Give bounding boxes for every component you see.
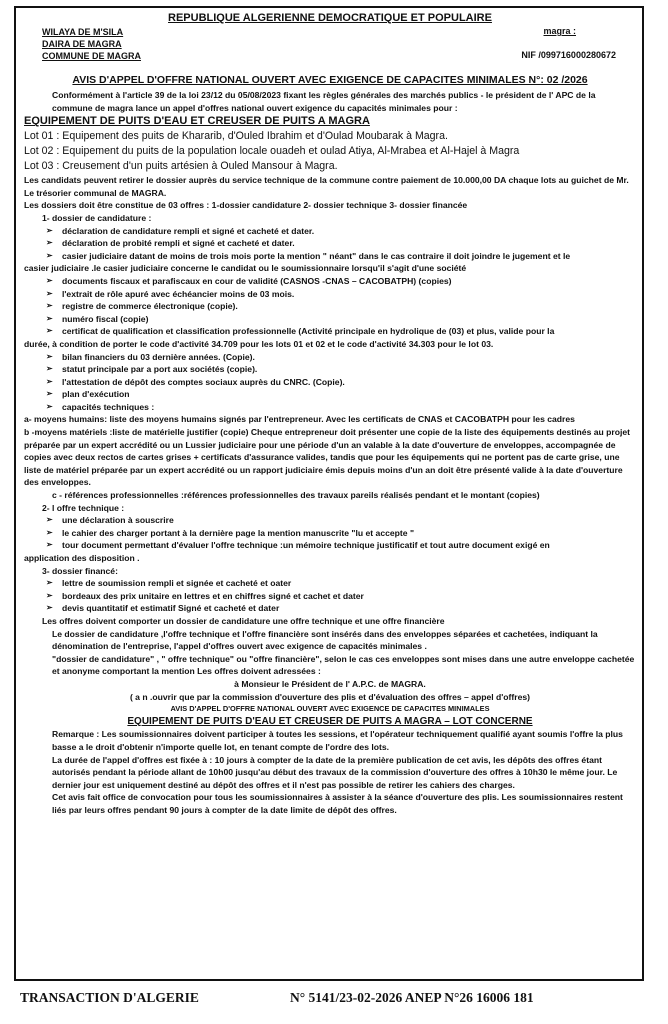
candidature-item: ➢ bilan financiers du 03 dernière années. (Copie).: [24, 351, 636, 364]
financier-item: ➢ lettre de soumission rempli et signée et cacheté et oater: [24, 577, 636, 590]
nif: NIF /099716000280672: [521, 50, 616, 60]
candidature-item: ➢ l'extrait de rôle apuré avec échéancier moins de 03 mois.: [24, 288, 636, 301]
financier-item: ➢ bordeaux des prix unitaire en lettres et en chiffres signé et cachet et dater: [24, 590, 636, 603]
candidature-item: ➢ numéro fiscal (copie): [24, 313, 636, 326]
lot-1: Lot 01 : Equipement des puits de Khararib, d'Ouled Ibrahim et d'Oulad Moubarak à Magra.: [24, 130, 448, 143]
notice-frame: [14, 6, 644, 981]
lot-3: Lot 03 : Creusement d'un puits artésien à Ouled Mansour à Magra.: [24, 160, 338, 173]
footer-reference: N° 5141/23-02-2026 ANEP N°26 16006 181: [290, 990, 534, 1005]
dossiers-paragraph: Les dossiers doit être constitue de 03 offres : 1-dossier candidature 2- dossier technique 3- dossier financée: [24, 200, 468, 211]
wilaya: WILAYA DE M'SILA: [42, 27, 124, 37]
technique-continuation: application des disposition .: [24, 553, 140, 563]
candidature-title: 1- dossier de candidature :: [42, 212, 152, 223]
candidature-item: ➢ l'attestation de dépôt des comptes sociaux auprès du CNRC. (Copie).: [24, 376, 636, 389]
candidature-item: ➢ déclaration de probité rempli et signé et cacheté et dater.: [24, 237, 636, 250]
moyens-humains: a- moyens humains: liste des moyens humains signés par l'entrepreneur. Avec les certificats de CNAS et CACOBATPH pour les cadres: [24, 414, 575, 425]
offres-comporter: Les offres doivent comporter un dossier de candidature une offre technique et une offre financière: [42, 615, 445, 626]
enveloppes-paragraph: Le dossier de candidature ,l'offre technique et l'offre financière sont insérés dans des enveloppes séparées et cachetées, indiquant la dénomination de l'entreprise, l'appel d'offres ouvert avec exigence de capacités minimales .: [52, 628, 598, 652]
retrait-paragraph: Les candidats peuvent retirer le dossier auprès du service technique de la commune contre paiement de 10.000,00 DA chaque lots au guichet de Mr. Le trésorier communal de MAGRA.: [24, 175, 629, 198]
lot-2: Lot 02 : Equipement du puits de la population locale ouadeh et oulad Atiya, Al-Mrabea et Al-Hajel à Magra: [24, 145, 520, 158]
financier-item: ➢ devis quantitatif et estimatif Signé et cacheté et dater: [24, 602, 636, 615]
references: c - références professionnelles :références professionnelles des travaux pareils réalisés pendant et le montant (copies): [52, 490, 540, 501]
certificat-continuation: durée, à condition de porter le code d'activité 34.709 pour les lots 01 et 02 et le code d'activité 34.303 pour le lot 03.: [24, 338, 494, 349]
candidature-item: ➢ statut principale par a port aux sociétés (copie).: [24, 363, 636, 376]
candidature-item: ➢ certificat de qualification et classification professionnelle (Activité principale en hydrolique de (03) et plus, valide pour la: [24, 325, 636, 338]
candidature-item: ➢ capacités techniques :: [24, 401, 636, 414]
candidature-item: ➢ casier judiciaire datant de moins de trois mois porte la mention " néant" dans le cas contraire il doit joindre le jugement et le: [24, 250, 636, 263]
remarque: Remarque : Les soumissionnaires doivent participer à toutes les sessions, et l'opérateur techniquement qualifié ayant soumis l'offre la plus basse a le droit d'obtenir n'importe quelle lot, en tenant compte de l'ordre des lots.: [52, 729, 623, 752]
object-lot-title: EQUIPEMENT DE PUITS D'EAU ET CREUSER DE PUITS A MAGRA – LOT CONCERNE: [127, 715, 533, 727]
technique-item: ➢ tour document permettant d'évaluer l'offre technique :un mémoire technique justificatif et tout autre document exigé en: [24, 539, 636, 552]
candidature-item: ➢ déclaration de candidature rempli et signé et cacheté et dater.: [24, 225, 636, 238]
admin-header: [24, 26, 636, 72]
footer-publication: TRANSACTION D'ALGERIE: [20, 990, 199, 1005]
avis-repeat: AVIS D'APPEL D'OFFRE NATIONAL OUVERT AVEC EXIGENCE DE CAPACITES MINIMALES: [170, 704, 490, 714]
candidature-item: ➢ plan d'exécution: [24, 388, 636, 401]
commune: COMMUNE DE MAGRA: [42, 51, 141, 61]
technique-item: ➢ le cahier des charger portant à la dernière page la mention manuscrite "lu et accepte ": [24, 527, 636, 540]
notice-title: AVIS D'APPEL D'OFFRE NATIONAL OUVERT AVEC EXIGENCE DE CAPACITES MINIMALES N°: 02 /2026: [72, 74, 588, 86]
moyens-materiels: b -moyens matériels :liste de matérielle justifier (copie) Cheque entrepreneur doit présenter une copie de la liste des équipements destinés au projet préparée par un expert accrédité ou un Lussier judiciaire pour une période d'un an valable à la date d'ouverture de enveloppes, accompagnée de copies avec deux rectos de cartes grises + certificats d'assurance valides, tandis que pour les équipements qui ne portent pas de carte grise, une liste de matériel préparée par un expert accrédité ou un rapport judiciaire émis depuis moins d'un an doit être présenté valide à la date d'ouverture des enveloppes.: [24, 427, 631, 488]
enveloppes-paragraph-2: "dossier de candidature" , " offre technique" ou "offre financière", selon le cas ces enveloppes sont mises dans une autre enveloppe cachetée et anonyme comportant la mention Les offres doivent adressées :: [52, 653, 635, 677]
republic-heading: REPUBLIQUE ALGERIENNE DEMOCRATIQUE ET POPULAIRE: [168, 12, 492, 24]
offre-technique-title: 2- l offre technique :: [42, 502, 125, 513]
object-title: EQUIPEMENT DE PUITS D'EAU ET CREUSER DE PUITS A MAGRA: [24, 115, 370, 128]
place-label: magra :: [543, 26, 576, 36]
admin-block: [42, 26, 141, 62]
intro-paragraph: Conformément à l'article 39 de la loi 23/12 du 05/08/2023 fixant les règles générales des marchés publics - le président de l' APC de la commune de magra lance un appel d'offres national ouvert exigence du capacités minimales pour :: [52, 90, 596, 113]
duree: La durée de l'appel d'offres est fixée à : 10 jours à compter de la date de la première publication de cet avis, les dépôts des offres étant autorisés pendant la période allant de 10h00 jusqu'au début des travaux de la commission d'ouverture des offres à 10h30 le même jour. Le dernier jour est uniquement destiné au dépôt des offres et il n'est pas possible de retirer les cahiers des charges.: [52, 754, 618, 790]
financier-title: 3- dossier financé:: [42, 565, 118, 576]
candidature-item: ➢ registre de commerce électronique (copie).: [24, 300, 636, 313]
addressee: à Monsieur le Président de l' A.P.C. de MAGRA.: [234, 678, 426, 689]
candidature-item: ➢ documents fiscaux et parafiscaux en cour de validité (CASNOS -CNAS – CACOBATPH) (copies): [24, 275, 636, 288]
ouvrir-note: ( a n .ouvrir que par la commission d'ouverture des plis et d'évaluation des offres – appel d'offres): [129, 691, 531, 702]
casier-continuation: casier judiciaire .le casier judiciaire concerne le candidat ou le soumissionnaire lorsqu'il s'agit d'une société: [24, 263, 467, 274]
technique-item: ➢ une déclaration à souscrire: [24, 514, 636, 527]
convocation: Cet avis fait office de convocation pour tous les soumissionnaires à assister à la séance d'ouverture des plis. Les soumissionnaires restent liés par leurs offres pendant 90 jours à compter de la date limite de dépôt des offres.: [52, 792, 623, 815]
daira: DAIRA DE MAGRA: [42, 39, 122, 49]
